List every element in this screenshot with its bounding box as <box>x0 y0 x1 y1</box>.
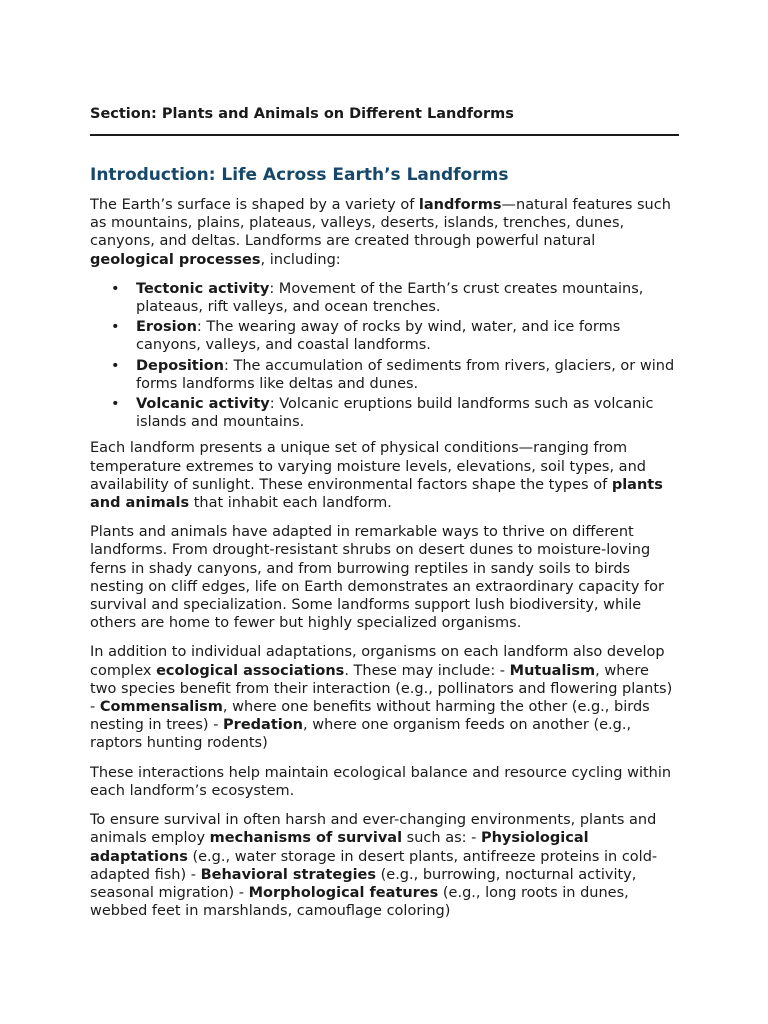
bullet-icon: • <box>111 396 120 413</box>
paragraph-adaptations: Plants and animals have adapted in remarkable ways to thrive on different landforms. From drought-resistant shrubs on desert dunes to moisture-loving ferns in shady canyons, and from burrowing reptiles in sandy soils to birds nesting on cliff edges, life on Earth demonstrates an extraordinary capacity for survival and specialization. Some landforms support lush biodiversity, while others are home to fewer but highly specialized organisms. <box>90 524 664 632</box>
bullet-icon: • <box>111 319 120 336</box>
list-item: • Deposition: The accumulation of sediments from rivers, glaciers, or wind forms landforms like deltas and dunes. <box>111 357 675 392</box>
list-item: • Volcanic activity: Volcanic eruptions build landforms such as volcanic islands and mountains. <box>111 396 654 431</box>
paragraph-ecological-associations: In addition to individual adaptations, organisms on each landform also develop complex ecological associations. These may include: - Mutualism, where two species benefit from their interaction (e.g., pollinators and flowering plants) - Commensalism, where one benefits without harming the other (e.g., birds nesting in trees) - Predation, where one organism feeds on another (e.g., raptors hunting rodents) <box>90 644 673 752</box>
processes-list <box>90 280 679 432</box>
term-predation: Predation <box>223 717 304 734</box>
term-morphological-features: Morphological features <box>248 884 439 901</box>
paragraph-landforms: The Earth’s surface is shaped by a variety of landforms—natural features such as mountains, plains, plateaus, valleys, deserts, islands, trenches, dunes, canyons, and deltas. Landforms are created through powerful natural geological processes, including: <box>90 197 671 268</box>
header-divider <box>90 134 679 136</box>
term-physiological-adaptations: Physiological adaptations <box>90 830 589 865</box>
term-mutualism: Mutualism <box>509 662 596 679</box>
list-item: • Tectonic activity: Movement of the Earth’s crust creates mountains, plateaus, rift valleys, and ocean trenches. <box>111 280 644 316</box>
process-term: Deposition <box>136 357 224 374</box>
process-term: Volcanic activity <box>136 396 270 413</box>
term-geological-processes: geological processes <box>90 251 261 268</box>
process-term: Tectonic activity <box>136 280 270 297</box>
bullet-icon: • <box>111 357 120 374</box>
process-term: Erosion <box>136 319 197 336</box>
intro-heading: Introduction: Life Across Earth’s Landforms <box>90 165 509 185</box>
term-mechanisms-of-survival: mechanisms of survival <box>209 830 403 847</box>
document-page <box>90 105 679 931</box>
term-behavioral-strategies: Behavioral strategies <box>200 866 377 883</box>
list-item: • Erosion: The wearing away of rocks by wind, water, and ice forms canyons, valleys, and coastal landforms. <box>111 319 621 354</box>
term-commensalism: Commensalism <box>99 699 223 716</box>
bullet-icon: • <box>111 280 120 297</box>
paragraph-survival-mechanisms: To ensure survival in often harsh and ever-changing environments, plants and animals employ mechanisms of survival such as: - Physiological adaptations (e.g., water storage in desert plants, antifreeze proteins in cold-adapted fish) - Behavioral strategies (e.g., burrowing, nocturnal activity, seasonal migration) - Morphological features (e.g., long roots in dunes, webbed feet in marshlands, camouflage coloring) <box>90 812 658 920</box>
term-ecological-associations: ecological associations <box>156 662 345 679</box>
term-plants-and-animals: plants and animals <box>90 476 663 512</box>
paragraph-ecological-balance: These interactions help maintain ecological balance and resource cycling within each landform’s ecosystem. <box>90 764 672 799</box>
term-landforms: landforms <box>418 197 502 213</box>
section-header: Section: Plants and Animals on Different Landforms <box>90 106 514 122</box>
paragraph-physical-conditions: Each landform presents a unique set of physical conditions—ranging from temperature extremes to varying moisture levels, elevations, soil types, and availability of sunlight. These environmental factors shape the types of plants and animals that inhabit each landform. <box>90 440 663 512</box>
